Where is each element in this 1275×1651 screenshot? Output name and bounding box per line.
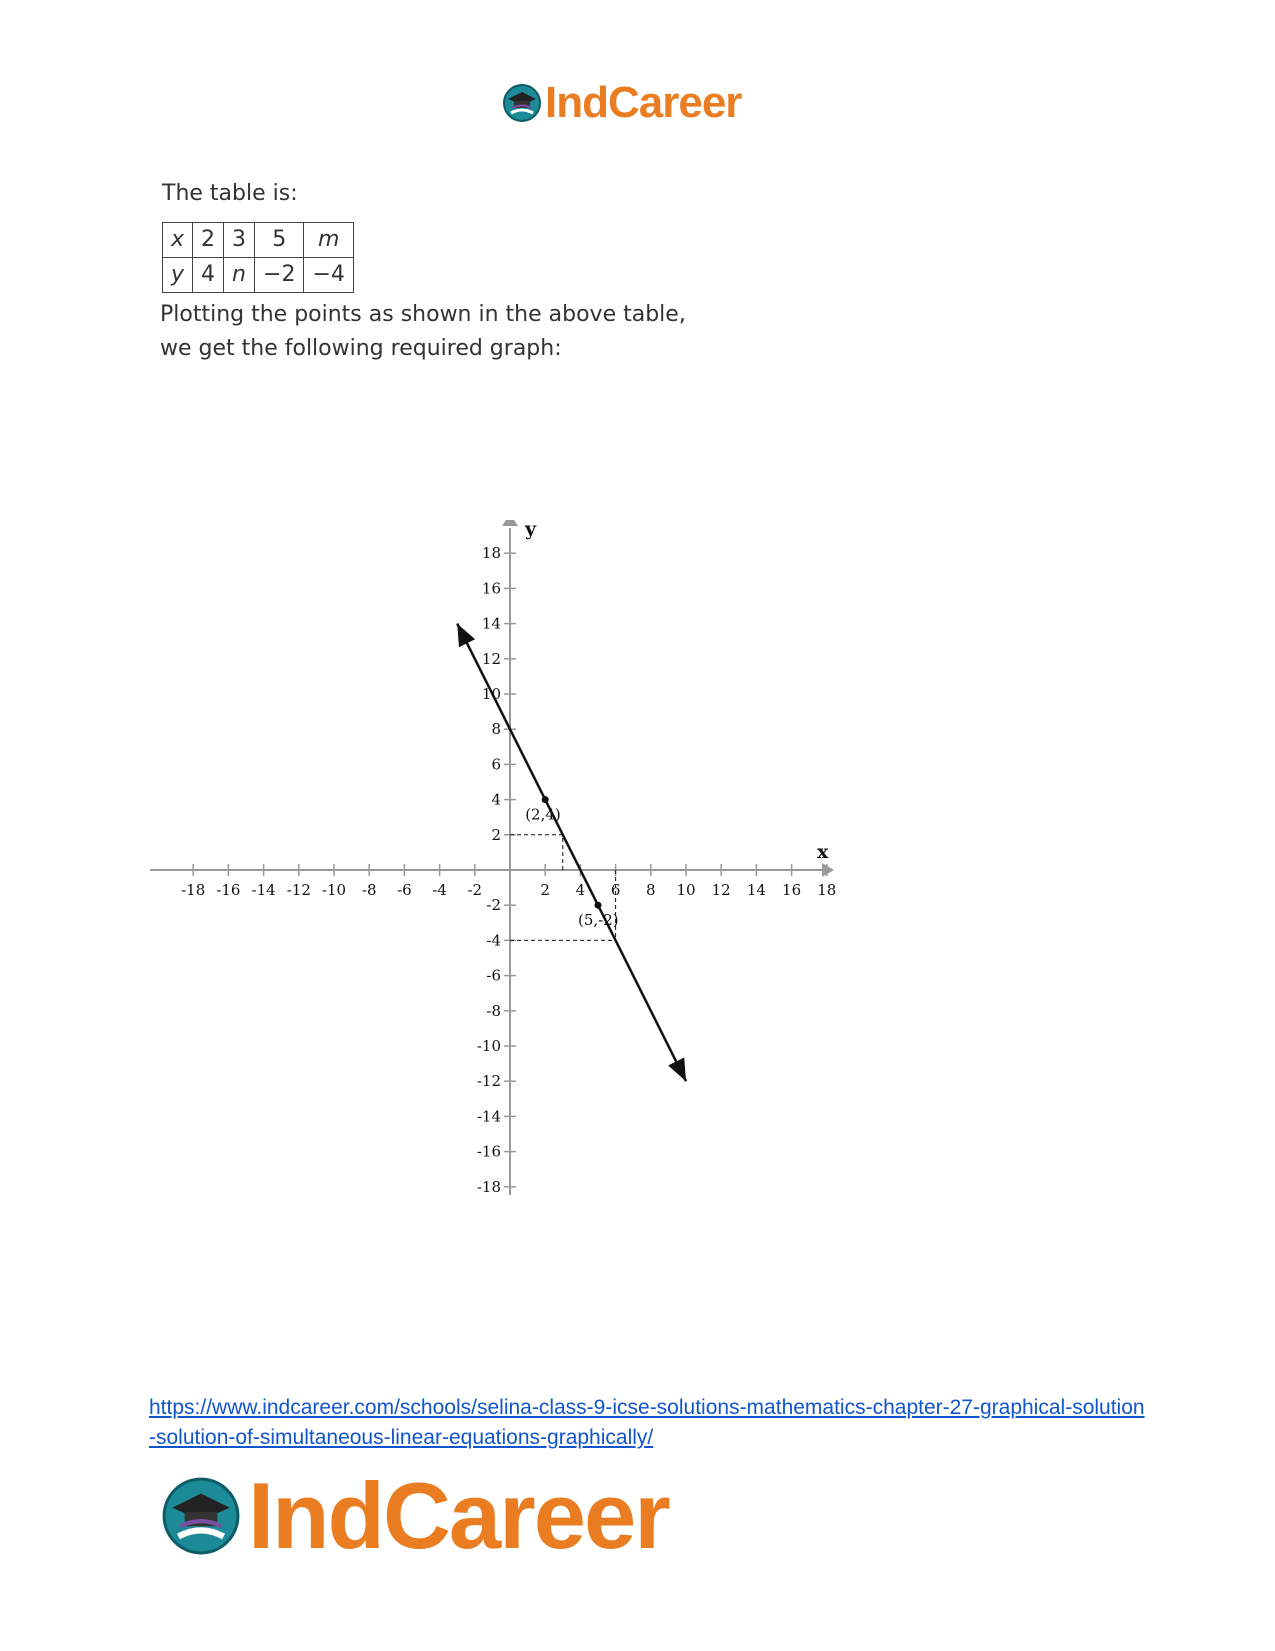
point-label: (2,4) <box>525 805 561 824</box>
x-tick-label: 12 <box>711 881 731 899</box>
table-cell: 4 <box>193 258 224 293</box>
x-tick-label: 10 <box>676 881 696 899</box>
description-line-2: we get the following required graph: <box>160 336 562 361</box>
table-row-x <box>163 223 354 258</box>
y-tick-label: 18 <box>481 544 501 563</box>
x-tick-label: -4 <box>432 881 447 899</box>
x-tick-label: -14 <box>251 881 276 899</box>
y-tick-label: 16 <box>481 579 501 598</box>
x-tick-label: 14 <box>746 881 766 899</box>
description-line-1: Plotting the points as shown in the above table, <box>160 302 686 327</box>
graduation-cap-icon <box>502 83 542 123</box>
x-tick-label: -16 <box>216 881 241 899</box>
y-tick-label: 6 <box>491 755 501 774</box>
line-graph <box>140 520 880 1220</box>
x-tick-label: -2 <box>467 881 483 899</box>
graph-description <box>160 298 686 366</box>
x-tick-label: 6 <box>610 881 621 899</box>
y-tick-label: 8 <box>491 720 501 739</box>
y-axis-arrow <box>502 520 518 526</box>
y-tick-label: 10 <box>481 685 501 703</box>
table-cell: 2 <box>193 223 224 258</box>
x-tick-label: 16 <box>782 881 802 899</box>
x-axis-arrow <box>822 863 834 877</box>
y-tick-label: 4 <box>491 790 501 809</box>
row-label: x <box>163 223 193 258</box>
y-tick-label: -12 <box>476 1072 501 1091</box>
table-cell: m <box>304 223 353 258</box>
y-tick-label: 14 <box>481 614 501 633</box>
x-tick-label: -8 <box>361 881 377 899</box>
header-logo <box>502 78 741 128</box>
source-url-link[interactable]: https://www.indcareer.com/schools/selina-class-9-icse-solutions-mathematics-chapter-27-graphical-solution-solution-of-simultaneous-linear-equations-graphically/ <box>149 1396 1145 1449</box>
y-axis-label: y <box>525 520 537 540</box>
y-tick-label: 2 <box>491 825 501 844</box>
logo-wordmark: IndCareer <box>248 1463 669 1568</box>
y-tick-label: -18 <box>476 1177 501 1196</box>
x-tick-label: 18 <box>817 881 837 899</box>
y-tick-label: -4 <box>486 931 501 950</box>
table-cell: −4 <box>304 258 353 293</box>
table-row-y <box>163 258 354 293</box>
table-cell: n <box>224 258 255 293</box>
logo-wordmark: IndCareer <box>545 78 742 127</box>
point-label: (5,-2) <box>578 911 619 930</box>
x-tick-label: 4 <box>575 881 586 899</box>
table-intro: The table is: <box>162 181 298 206</box>
x-axis-label: x <box>817 841 829 863</box>
x-tick-label: 2 <box>540 881 550 899</box>
x-tick-label: -18 <box>181 881 206 899</box>
table-cell: −2 <box>255 258 304 293</box>
table-cell: 5 <box>255 223 304 258</box>
y-tick-label: -6 <box>486 966 501 985</box>
y-tick-label: -16 <box>476 1142 501 1161</box>
y-tick-label: -14 <box>476 1107 501 1126</box>
x-tick-label: -6 <box>397 881 412 899</box>
row-label: y <box>163 258 193 293</box>
y-tick-label: -8 <box>486 1001 501 1020</box>
footer-logo <box>160 1462 669 1570</box>
graduation-cap-icon <box>160 1475 242 1557</box>
data-point <box>595 902 602 909</box>
y-tick-label: 12 <box>481 649 501 668</box>
x-tick-label: 8 <box>646 881 656 899</box>
x-tick-label: -10 <box>321 881 347 899</box>
y-tick-label: -2 <box>486 896 501 915</box>
table-cell: 3 <box>224 223 255 258</box>
data-point <box>542 796 549 803</box>
y-tick-label: -10 <box>476 1037 501 1055</box>
values-table <box>162 222 354 293</box>
x-tick-label: -12 <box>286 881 311 899</box>
